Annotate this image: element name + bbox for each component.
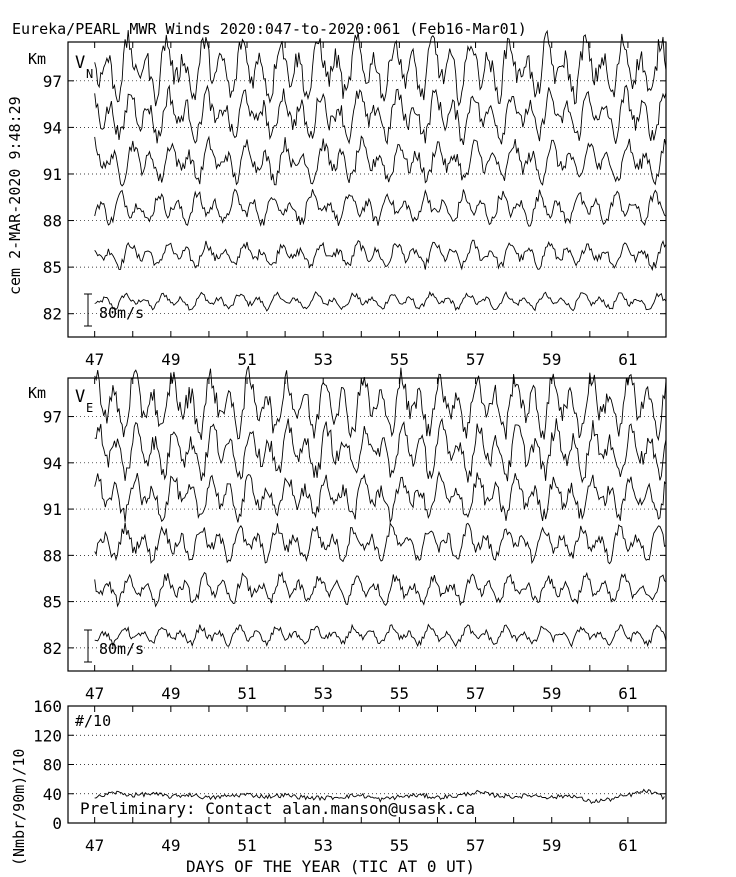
panel-counts-x-ticks (85, 706, 638, 855)
panel-ve-series (95, 366, 666, 646)
panel-ve-label: V (75, 387, 86, 407)
y-tick-label: 40 (42, 784, 62, 804)
series-line-82km (95, 292, 666, 311)
series-line-94km (95, 86, 666, 145)
y-tick-label: 91 (42, 164, 62, 184)
panel-vn-gridlines (68, 81, 666, 314)
series-line-97km (95, 366, 666, 440)
panel-vn-label-sub: N (86, 67, 94, 81)
y-tick-label: 0 (52, 814, 62, 833)
x-tick-label: 47 (85, 836, 105, 855)
y-tick-label: 97 (42, 407, 62, 427)
panel-counts-ylabel: (Nmbr/90m)/10 (10, 748, 28, 866)
panel-vn-y-ticks (43, 72, 666, 324)
x-tick-label: 51 (237, 350, 257, 369)
panel-counts-gridlines (68, 735, 666, 794)
x-tick-label: 61 (618, 836, 638, 855)
x-tick-label: 55 (389, 836, 410, 855)
y-tick-label: 80 (42, 755, 62, 775)
y-tick-label: 82 (42, 638, 62, 658)
y-tick-label: 85 (42, 258, 62, 278)
panel-vn-unit-label: Km (28, 50, 47, 68)
x-tick-label: 61 (618, 350, 638, 369)
panel-vn-scale-label: 80m/s (99, 304, 145, 322)
x-tick-label: 57 (465, 836, 486, 855)
x-tick-label: 55 (389, 350, 410, 369)
y-tick-label: 97 (42, 71, 62, 91)
panel-ve-gridlines (68, 417, 666, 648)
series-line-94km (95, 418, 666, 482)
x-tick-label: 47 (85, 350, 105, 369)
x-tick-label: 59 (542, 684, 562, 703)
panel-counts-annotation: Preliminary: Contact alan.manson@usask.ca (80, 799, 475, 818)
panel-vn (28, 30, 666, 369)
panel-vn-frame (68, 42, 666, 337)
panel-ve-frame (68, 378, 666, 671)
series-line-88km (95, 523, 666, 564)
series-line-91km (95, 472, 666, 522)
x-tick-label: 47 (85, 684, 105, 703)
y-tick-label: 91 (42, 500, 62, 520)
y-tick-label: 88 (42, 211, 62, 231)
series-line-82km (95, 625, 666, 647)
x-tick-label: 59 (542, 350, 562, 369)
x-axis-label: DAYS OF THE YEAR (TIC AT 0 UT) (186, 857, 475, 876)
side-timestamp: cem 2-MAR-2020 9:48:29 (6, 96, 24, 295)
series-line-85km (95, 240, 666, 269)
x-tick-label: 53 (313, 836, 333, 855)
x-tick-label: 57 (465, 350, 486, 369)
panel-counts (10, 697, 666, 866)
y-tick-label: 94 (42, 118, 62, 138)
x-tick-label: 57 (465, 684, 486, 703)
panel-ve-y-ticks (43, 408, 666, 658)
y-tick-label: 160 (33, 697, 62, 716)
chart-title: Eureka/PEARL MWR Winds 2020:047-to-2020:061 (Feb16-Mar01) (12, 20, 527, 38)
panel-ve (28, 366, 666, 703)
x-tick-label: 51 (237, 684, 257, 703)
x-tick-label: 61 (618, 684, 638, 703)
y-tick-label: 94 (42, 453, 62, 473)
panel-ve-scale-label: 80m/s (99, 640, 145, 658)
x-tick-label: 49 (161, 836, 181, 855)
panel-ve-scale-bar (84, 630, 92, 662)
x-tick-label: 49 (161, 684, 181, 703)
panel-vn-series (95, 30, 666, 311)
series-line-85km (95, 573, 666, 607)
x-tick-label: 49 (161, 350, 181, 369)
y-tick-label: 85 (42, 592, 62, 612)
x-tick-label: 51 (237, 836, 257, 855)
panel-ve-label-sub: E (86, 401, 94, 415)
x-tick-label: 59 (542, 836, 562, 855)
x-tick-label: 53 (313, 684, 333, 703)
panel-vn-scale-bar (84, 294, 92, 326)
x-tick-label: 53 (313, 350, 333, 369)
series-line-91km (95, 136, 666, 186)
y-tick-label: 82 (42, 304, 62, 324)
panel-vn-label: V (75, 53, 86, 73)
panel-counts-label: #/10 (75, 712, 112, 730)
x-tick-label: 55 (389, 684, 410, 703)
y-tick-label: 88 (42, 546, 62, 566)
panel-ve-unit-label: Km (28, 384, 47, 402)
y-tick-label: 120 (33, 726, 62, 746)
